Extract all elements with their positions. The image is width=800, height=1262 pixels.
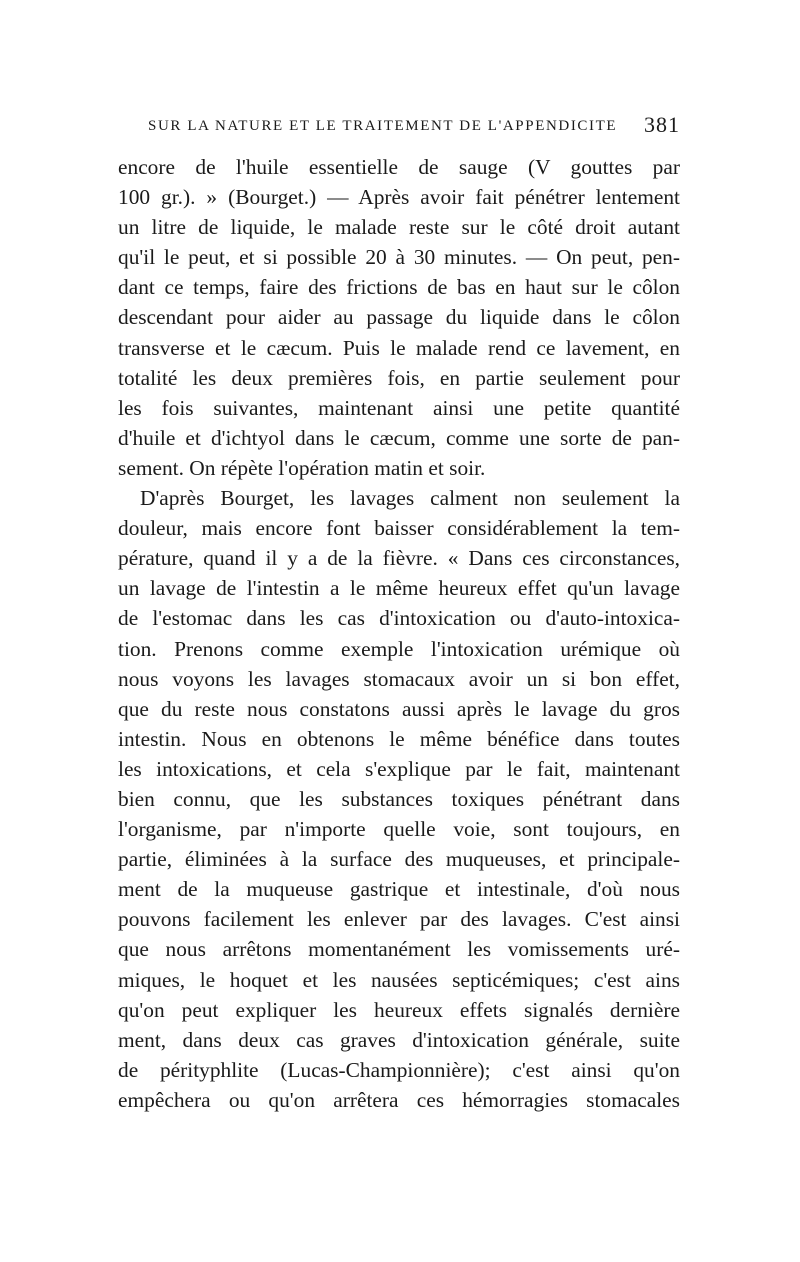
text-line: ment, dans deux cas graves d'intoxication générale, suite [118,1027,680,1052]
text-line: douleur, mais encore font baisser considérablement la tem- [118,516,680,541]
text-line: l'organisme, par n'importe quelle voie, sont toujours, en [118,817,680,842]
text-line: bien connu, que les substances toxiques pénétrant dans [118,786,680,811]
text-line: empêchera ou qu'on arrêtera ces hémorragies stomacales [118,1087,680,1112]
text-line: dant ce temps, faire des frictions de bas en haut sur le côlon [118,275,680,300]
text-line: pérature, quand il y a de la fièvre. « Dans ces circonstances, [118,546,680,571]
text-line: qu'on peut expliquer les heureux effets signalés dernière [118,997,680,1022]
text-line: un litre de liquide, le malade reste sur le côté droit autant [118,215,680,240]
body-text [118,152,680,1115]
text-line: un lavage de l'intestin a le même heureux effet qu'un lavage [118,576,680,601]
text-line: sement. On répète l'opération matin et soir. [118,455,486,480]
text-line: ment de la muqueuse gastrique et intestinale, d'où nous [118,877,680,902]
text-line: totalité les deux premières fois, en partie seulement pour [118,365,680,390]
running-header [118,112,680,148]
text-line: tion. Prenons comme exemple l'intoxication urémique où [118,636,680,661]
text-line: de l'estomac dans les cas d'intoxication ou d'auto-intoxica- [118,606,680,631]
text-line: pouvons facilement les enlever par des lavages. C'est ainsi [118,907,680,932]
text-line: les fois suivantes, maintenant ainsi une petite quantité [118,395,680,420]
text-line: intestin. Nous en obtenons le même bénéfice dans toutes [118,726,680,751]
text-line: les intoxications, et cela s'explique par le fait, maintenant [118,756,680,781]
running-title: SUR LA NATURE ET LE TRAITEMENT DE L'APPENDICITE [148,118,618,134]
text-line: qu'il le peut, et si possible 20 à 30 minutes. — On peut, pen- [118,245,680,270]
text-line: miques, le hoquet et les nausées septicémiques; c'est ains [118,967,680,992]
text-line: d'huile et d'ichtyol dans le cæcum, comme une sorte de pan- [118,425,680,450]
text-line: que du reste nous constatons aussi après le lavage du gros [118,696,680,721]
text-line: descendant pour aider au passage du liquide dans le côlon [118,305,680,330]
text-line: nous voyons les lavages stomacaux avoir un si bon effet, [118,666,680,691]
text-line: transverse et le cæcum. Puis le malade rend ce lavement, en [118,335,680,360]
page-number: 381 [644,112,680,137]
text-line: 100 gr.). » (Bourget.) — Après avoir fait pénétrer lentement [118,185,680,210]
text-line: que nous arrêtons momentanément les vomissements uré- [118,937,680,962]
text-line: de pérityphlite (Lucas-Championnière); c'est ainsi qu'on [118,1057,680,1082]
text-line: D'après Bourget, les lavages calment non seulement la [140,486,680,511]
text-line: encore de l'huile essentielle de sauge (V gouttes par [118,155,680,179]
text-line: partie, éliminées à la surface des muqueuses, et principale- [118,847,680,872]
